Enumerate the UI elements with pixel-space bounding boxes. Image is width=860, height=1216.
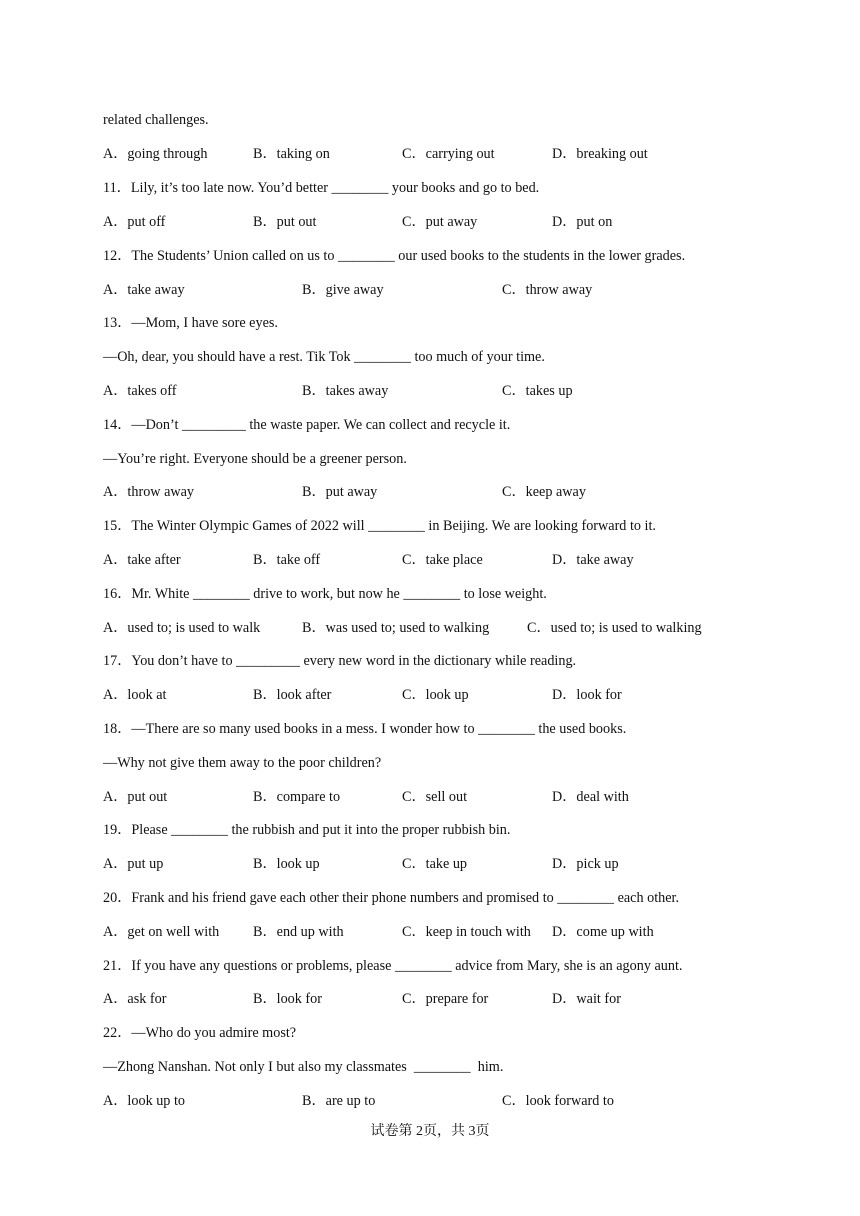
q22-option-b: B．are up to — [302, 1093, 376, 1109]
q20-option-a: A．get on well with — [103, 924, 220, 940]
q21-option-b: B．look for — [253, 991, 322, 1007]
q18-option-b: B．compare to — [253, 789, 341, 805]
question-10-continuation: related challenges. — [103, 112, 209, 128]
q14-option-b: B．put away — [302, 484, 378, 500]
q21-option-a: A．ask for — [103, 991, 167, 1007]
question-13-stem-reply: —Oh, dear, you should have a rest. Tik Tok ________ too much of your time. — [103, 349, 545, 365]
q10-option-a: A．going through — [103, 146, 208, 162]
q11-option-b: B．put out — [253, 214, 317, 230]
question-22-stem: 22．—Who do you admire most? — [103, 1025, 297, 1041]
q17-option-d: D．look for — [552, 687, 622, 703]
question-21-stem: 21．If you have any questions or problems, please ________ advice from Mary, she is an agony aunt. — [103, 958, 683, 974]
question-16-stem: 16．Mr. White ________ drive to work, but now he ________ to lose weight. — [103, 586, 547, 602]
q18-option-d: D．deal with — [552, 789, 629, 805]
q16-option-b: B．was used to; used to walking — [302, 620, 490, 636]
question-12-stem: 12．The Students’ Union called on us to ________ our used books to the students in the lower grades. — [103, 248, 686, 264]
q20-option-b: B．end up with — [253, 924, 344, 940]
q13-option-a: A．takes off — [103, 383, 177, 399]
q14-option-c: C．keep away — [502, 484, 586, 500]
q12-option-c: C．throw away — [502, 282, 593, 298]
question-22-stem-reply: —Zhong Nanshan. Not only I but also my classmates ________ him. — [103, 1059, 504, 1075]
question-17-stem: 17．You don’t have to _________ every new word in the dictionary while reading. — [103, 653, 577, 669]
q11-option-a: A．put off — [103, 214, 166, 230]
q19-option-c: C．take up — [402, 856, 468, 872]
q18-option-a: A．put out — [103, 789, 168, 805]
page-footer: 试卷第 2页，共 3页 — [370, 1124, 490, 1139]
q21-option-d: D．wait for — [552, 991, 621, 1007]
q19-option-a: A．put up — [103, 856, 164, 872]
question-18-stem: 18．—There are so many used books in a mess. I wonder how to ________ the used books. — [103, 721, 627, 737]
question-14-stem-reply: —You’re right. Everyone should be a greener person. — [103, 451, 407, 467]
q11-option-c: C．put away — [402, 214, 478, 230]
q11-option-d: D．put on — [552, 214, 613, 230]
q12-option-b: B．give away — [302, 282, 384, 298]
q20-option-c: C．keep in touch with — [402, 924, 531, 940]
q13-option-c: C．takes up — [502, 383, 573, 399]
q10-option-d: D．breaking out — [552, 146, 648, 162]
question-19-stem: 19．Please ________ the rubbish and put it into the proper rubbish bin. — [103, 822, 511, 838]
question-14-stem: 14．—Don’t _________ the waste paper. We can collect and recycle it. — [103, 417, 511, 433]
q15-option-d: D．take away — [552, 552, 634, 568]
q17-option-b: B．look after — [253, 687, 332, 703]
q22-option-a: A．look up to — [103, 1093, 185, 1109]
q15-option-c: C．take place — [402, 552, 483, 568]
question-11-stem: 11．Lily, it’s too late now. You’d better ________ your books and go to bed. — [103, 180, 540, 196]
question-20-stem: 20．Frank and his friend gave each other their phone numbers and promised to ________ each other. — [103, 890, 680, 906]
q13-option-b: B．takes away — [302, 383, 389, 399]
q15-option-a: A．take after — [103, 552, 181, 568]
q20-option-d: D．come up with — [552, 924, 654, 940]
q22-option-c: C．look forward to — [502, 1093, 614, 1109]
q17-option-a: A．look at — [103, 687, 167, 703]
q19-option-d: D．pick up — [552, 856, 619, 872]
q15-option-b: B．take off — [253, 552, 321, 568]
q19-option-b: B．look up — [253, 856, 320, 872]
question-15-stem: 15．The Winter Olympic Games of 2022 will ________ in Beijing. We are looking forward to it. — [103, 518, 656, 534]
question-13-stem: 13．—Mom, I have sore eyes. — [103, 315, 278, 331]
q17-option-c: C．look up — [402, 687, 469, 703]
q10-option-c: C．carrying out — [402, 146, 495, 162]
q16-option-a: A．used to; is used to walk — [103, 620, 261, 636]
q18-option-c: C．sell out — [402, 789, 468, 805]
q21-option-c: C．prepare for — [402, 991, 489, 1007]
q10-option-b: B．taking on — [253, 146, 330, 162]
question-18-stem-reply: —Why not give them away to the poor children? — [103, 755, 382, 771]
q14-option-a: A．throw away — [103, 484, 195, 500]
q16-option-c: C．used to; is used to walking — [527, 620, 702, 636]
q12-option-a: A．take away — [103, 282, 185, 298]
